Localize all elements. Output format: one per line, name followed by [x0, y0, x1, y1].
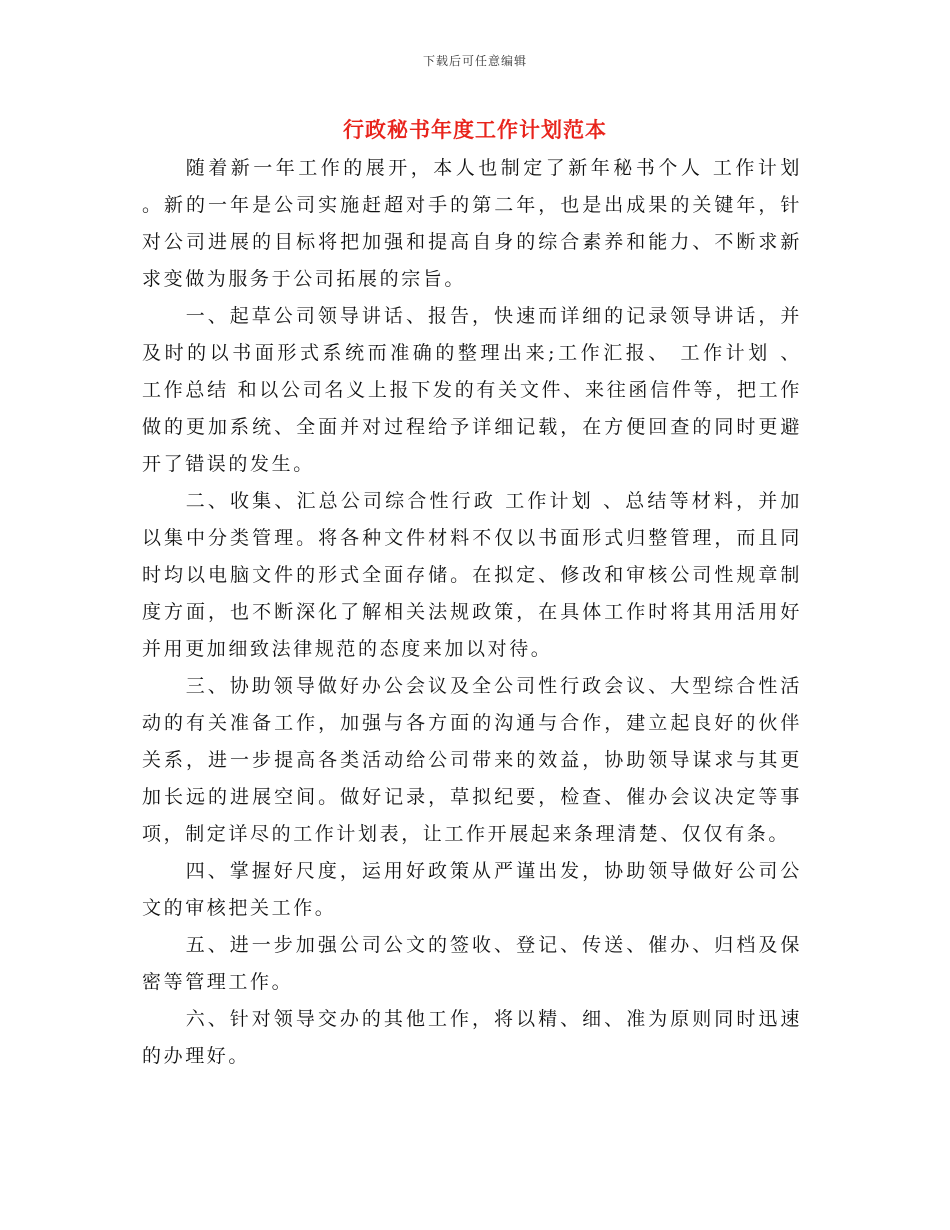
paragraph-item-1: 一、起草公司领导讲话、报告，快速而详细的记录领导讲话，并及时的以书面形式系统而准确的整理出来;工作汇报、 工作计划 、 工作总结 和以公司名义上报下发的有关文件、来往函信件等，把工作做的更加系统、全面并对过程给予详细记载，在方便回查的同时更避开了错误的发生。 [142, 305, 802, 475]
document-title: 行政秘书年度工作计划范本 [343, 117, 607, 142]
paragraph-item-3: 三、协助领导做好办公会议及全公司性行政会议、大型综合性活动的有关准备工作，加强与各方面的沟通与合作，建立起良好的伙伴关系，进一步提高各类活动给公司带来的效益，协助领导谋求与其更加长远的进展空间。做好记录，草拟纪要，检查、催办会议决定等事项，制定详尽的工作计划表，让工作开展起来条理清楚、仅仅有条。 [142, 675, 802, 845]
paragraph-intro: 随着新一年工作的展开，本人也制定了新年秘书个人 工作计划 。新的一年是公司实施赶超对手的第二年，也是出成果的关键年，针对公司进展的目标将把加强和提高自身的综合素养和能力、不断求新求变做为服务于公司拓展的宗旨。 [142, 157, 802, 290]
paragraph-item-2: 二、收集、汇总公司综合性行政 工作计划 、总结等材料，并加以集中分类管理。将各种文件材料不仅以书面形式归整管理，而且同时均以电脑文件的形式全面存储。在拟定、修改和审核公司性规章制度方面，也不断深化了解相关法规政策，在具体工作时将其用活用好并用更加细致法律规范的态度来加以对待。 [142, 490, 802, 660]
document-body [142, 150, 802, 1075]
paragraph-item-4: 四、掌握好尺度，运用好政策从严谨出发，协助领导做好公司公文的审核把关工作。 [142, 860, 802, 919]
header-note: 下载后可任意编辑 [422, 54, 527, 68]
paragraph-item-5: 五、进一步加强公司公文的签收、登记、传送、催办、归档及保密等管理工作。 [142, 934, 802, 993]
paragraph-item-6: 六、针对领导交办的其他工作，将以精、细、准为原则同时迅速的办理好。 [142, 1008, 802, 1067]
